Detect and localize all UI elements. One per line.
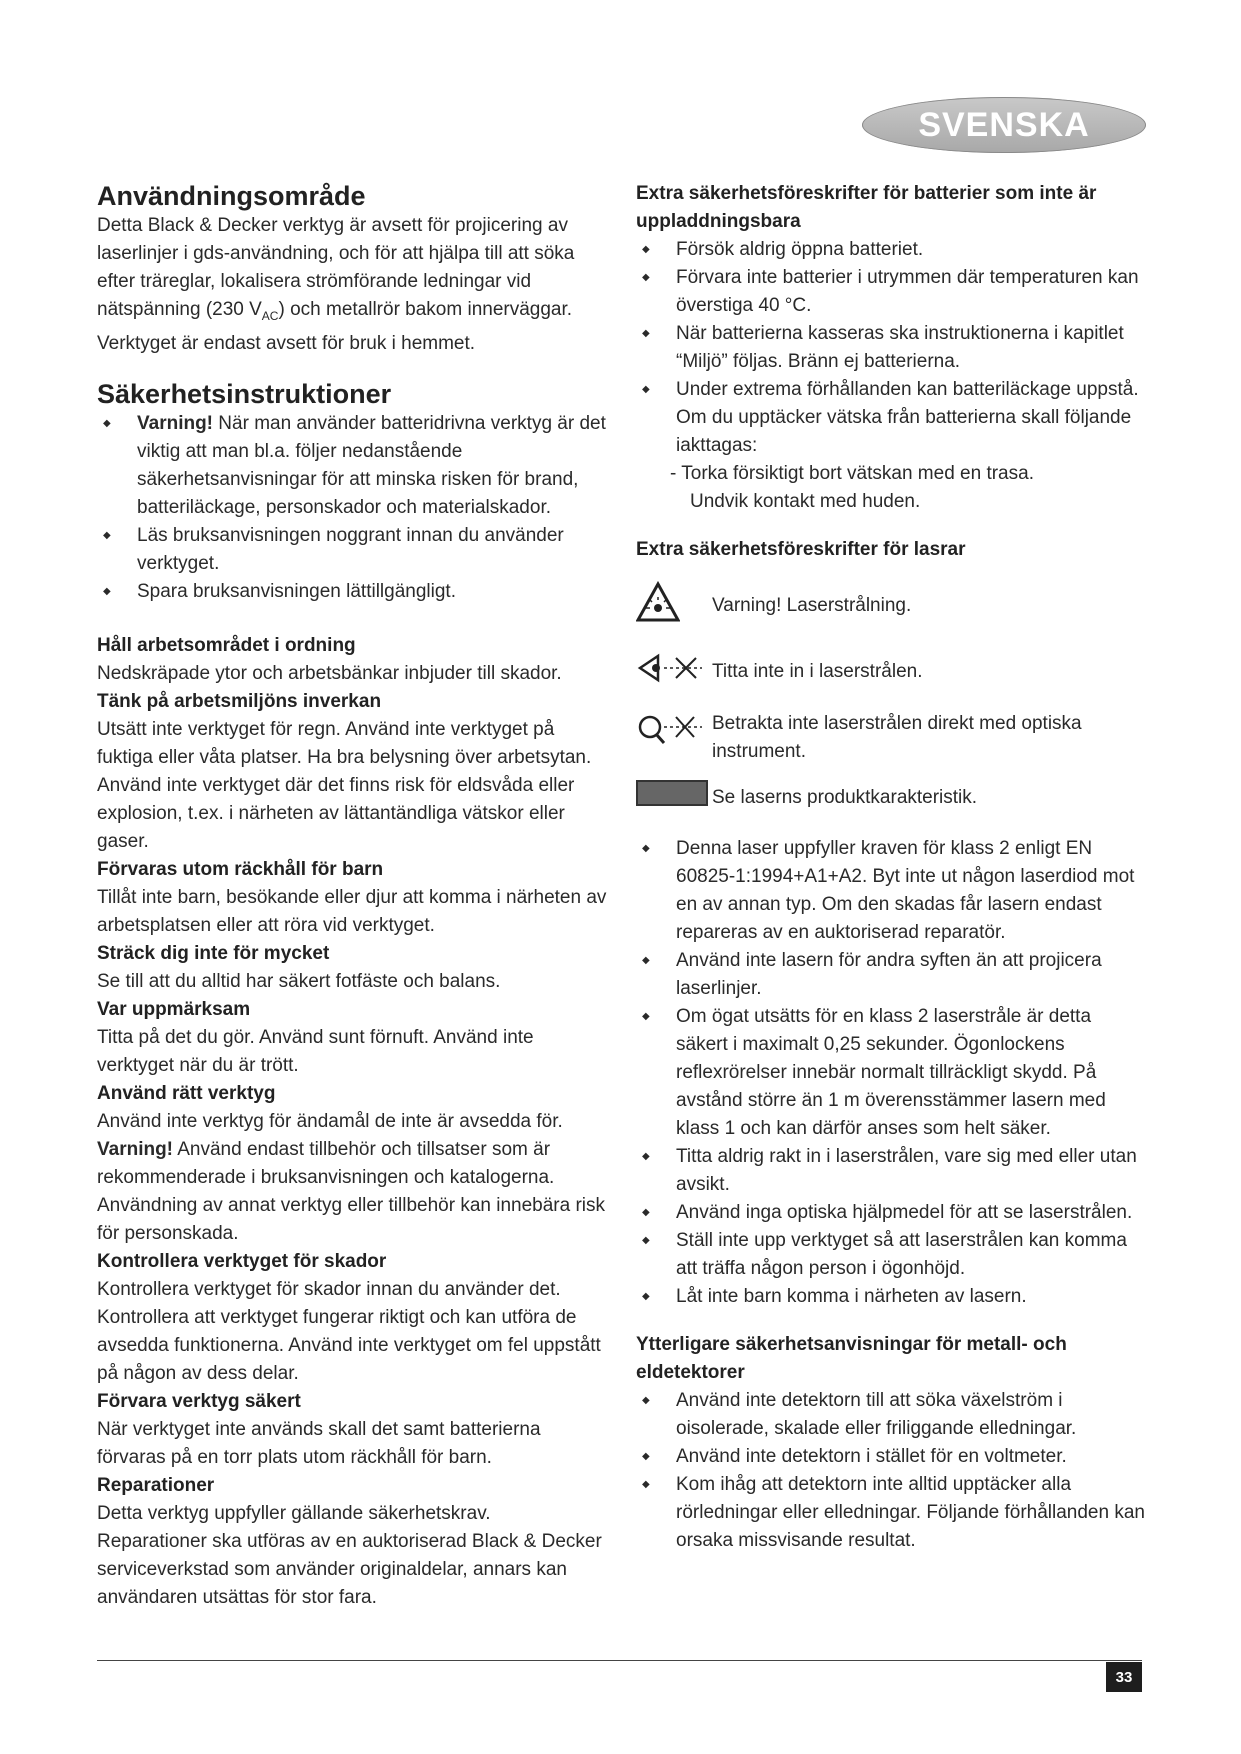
laser-warning-row: Varning! Laserstrålning. [636,578,1146,634]
section-heading-right-tool: Använd rätt verktyg [97,1082,276,1104]
section-text-repairs-2: Reparationer ska utföras av en auktoriserad Black & Decker serviceverkstad som använder originaldelar, annars kan användaren utsättas för stor fara. [97,1530,602,1608]
product-label-icon [636,780,712,815]
no-eye-beam-icon [636,646,712,699]
no-stare-row: Titta inte in i laserstrålen. [636,644,1146,700]
safety-bullet-read-manual: ◆ Läs bruksanvisningen noggrant innan du använder verktyget. [103,522,612,578]
section-text-children: Tillåt inte barn, besökande eller djur att komma i närheten av arbetsplatsen eller att röra vid verktyget. [97,886,607,936]
detector-bullet-2: ◆ Använd inte detektorn i stället för en voltmeter. [642,1443,1146,1471]
no-magnifier-icon [636,710,712,759]
section-text-workarea: Nedskräpade ytor och arbetsbänkar inbjuder till skador. [97,662,562,684]
laser-bullet-7: ◆ Låt inte barn komma i närheten av lasern. [642,1283,1146,1311]
laser-bullet-6: ◆ Ställ inte upp verktyget så att laserstrålen kan komma att träffa någon person i ögonhöjd. [642,1227,1146,1283]
detector-bullet-3: ◆ Kom ihåg att detektorn inte alltid upptäcker alla rörledningar eller elledningar. Följande förhållanden kan orsaka missvisande resultat. [642,1471,1146,1555]
section-text-inspect: Kontrollera verktyget för skador innan du använder det. Kontrollera att verktyget fungerar riktigt och kan utföra de avsedda funktionerna. Använd inte verktyget om fel uppstått på någon av dess delar. [97,1278,601,1384]
battery-bullet-1: ◆ Försök aldrig öppna batteriet. [642,236,1146,264]
product-label-row: Se laserns produktkarakteristik. [636,780,1146,815]
laser-warning-icon [636,581,712,632]
battery-bullet-4: ◆ Under extrema förhållanden kan batteriläckage uppstå. Om du upptäcker vätska från batterierna skall följande iakttagas: [642,376,1146,460]
detector-heading: Ytterligare säkerhetsanvisningar för metall- och eldetektorer [636,1334,1067,1383]
section-text-overreach: Se till att du alltid har säkert fotfäste och balans. [97,970,501,992]
usage-paragraph: Detta Black & Decker verktyg är avsett för projicering av laserlinjer i gds-användning, och för att hjälpa till att söka efter träreglar, lokalisera strömförande ledningar vid nätspänning (230 $V_{AC}$) och metallrör bakom innerväggar. Verktyget är endast avsett för bruk i hemmet. [97,215,575,354]
page-number: 33 [1106,1662,1142,1692]
battery-heading: Extra säkerhetsföreskrifter för batterier som inte är uppladdningsbara [636,183,1097,232]
battery-bullet-3: ◆ När batterierna kasseras ska instruktionerna i kapitlet “Miljö” följas. Bränn ej batterierna. [642,320,1146,376]
section-text-repairs-1: Detta verktyg uppfyller gällande säkerhetskrav. [97,1502,491,1524]
language-tab: SVENSKA [862,97,1146,153]
section-text-attention: Titta på det du gör. Använd sunt förnuft. Använd inte verktyget när du är trött. [97,1026,534,1076]
section-heading-inspect: Kontrollera verktyget för skador [97,1250,387,1272]
laser-bullet-4: ◆ Titta aldrig rakt in i laserstrålen, vare sig med eller utan avsikt. [642,1143,1146,1199]
battery-dash-1: - Torka försiktigt bort vätskan med en trasa. [670,463,1034,484]
laser-heading: Extra säkerhetsföreskrifter för lasrar [636,539,966,560]
right-column [636,180,1146,1555]
section-heading-workarea: Håll arbetsområdet i ordning [97,634,356,656]
section-text-environment-2: Använd inte verktyget där det finns risk för eldsvåda eller explosion, t.ex. i närheten av lättantändliga vätskor eller gaser. [97,774,575,852]
section-text-storage: När verktyget inte används skall det samt batterierna förvaras på en torr plats utom räckhåll för barn. [97,1418,541,1468]
laser-bullet-1: ◆ Denna laser uppfyller kraven för klass 2 enligt EN 60825-1:1994+A1+A2. Byt inte ut någon laserdiod mot en av annan typ. Om den skadas får lasern endast repareras av en auktoriserad reparatör. [642,835,1146,947]
safety-warning-item: ◆ Varning! När man använder batteridrivna verktyg är det viktig att man bl.a. följer nedanstående säkerhetsanvisningar för att minska risken för brand, batteriläckage, personskador och materialskador. [103,410,612,522]
laser-bullet-2: ◆ Använd inte lasern för andra syften än att projicera laserlinjer. [642,947,1146,1003]
no-optics-row: Betrakta inte laserstrålen direkt med optiska instrument. [636,710,1146,766]
section-heading-environment: Tänk på arbetsmiljöns inverkan [97,690,382,712]
footer-rule [97,1660,1142,1661]
left-column [97,180,612,1612]
usage-heading: Användningsområde [97,181,366,211]
section-text-right-tool-2: Varning! Använd endast tillbehör och tillsatser som är rekommenderade i bruksanvisningen och katalogerna. Användning av annat verktyg eller tillbehör kan innebära risk för personskada. [97,1138,606,1244]
section-text-environment-1: Utsätt inte verktyget för regn. Använd inte verktyget på fuktiga eller våta platser. Ha bra belysning över arbetsytan. [97,718,592,768]
safety-heading: Säkerhetsinstruktioner [97,378,392,409]
detector-bullet-1: ◆ Använd inte detektorn till att söka växelström i oisolerade, skalade eller friliggande elledningar. [642,1387,1146,1443]
section-heading-children: Förvaras utom räckhåll för barn [97,858,384,880]
section-heading-repairs: Reparationer [97,1474,215,1496]
safety-bullet-keep-manual: ◆ Spara bruksanvisningen lättillgängligt. [103,578,612,606]
battery-bullet-2: ◆ Förvara inte batterier i utrymmen där temperaturen kan överstiga 40 °C. [642,264,1146,320]
section-heading-overreach: Sträck dig inte för mycket [97,942,330,964]
section-heading-attention: Var uppmärksam [97,998,251,1020]
section-heading-storage: Förvara verktyg säkert [97,1390,301,1412]
section-text-right-tool-1: Använd inte verktyg för ändamål de inte är avsedda för. [97,1110,563,1132]
battery-dash-2: Undvik kontakt med huden. [690,491,921,512]
laser-bullet-5: ◆ Använd inga optiska hjälpmedel för att se laserstrålen. [642,1199,1146,1227]
laser-bullet-3: ◆ Om ögat utsätts för en klass 2 laserstråle är detta säkert i maximalt 0,25 sekunder. Ögonlockens reflexrörelser innebär normalt tillräckligt skydd. På avstånd större än 1 m överensstämmer lasern med klass 1 och kan därför anses som helt säker. [642,1003,1146,1143]
